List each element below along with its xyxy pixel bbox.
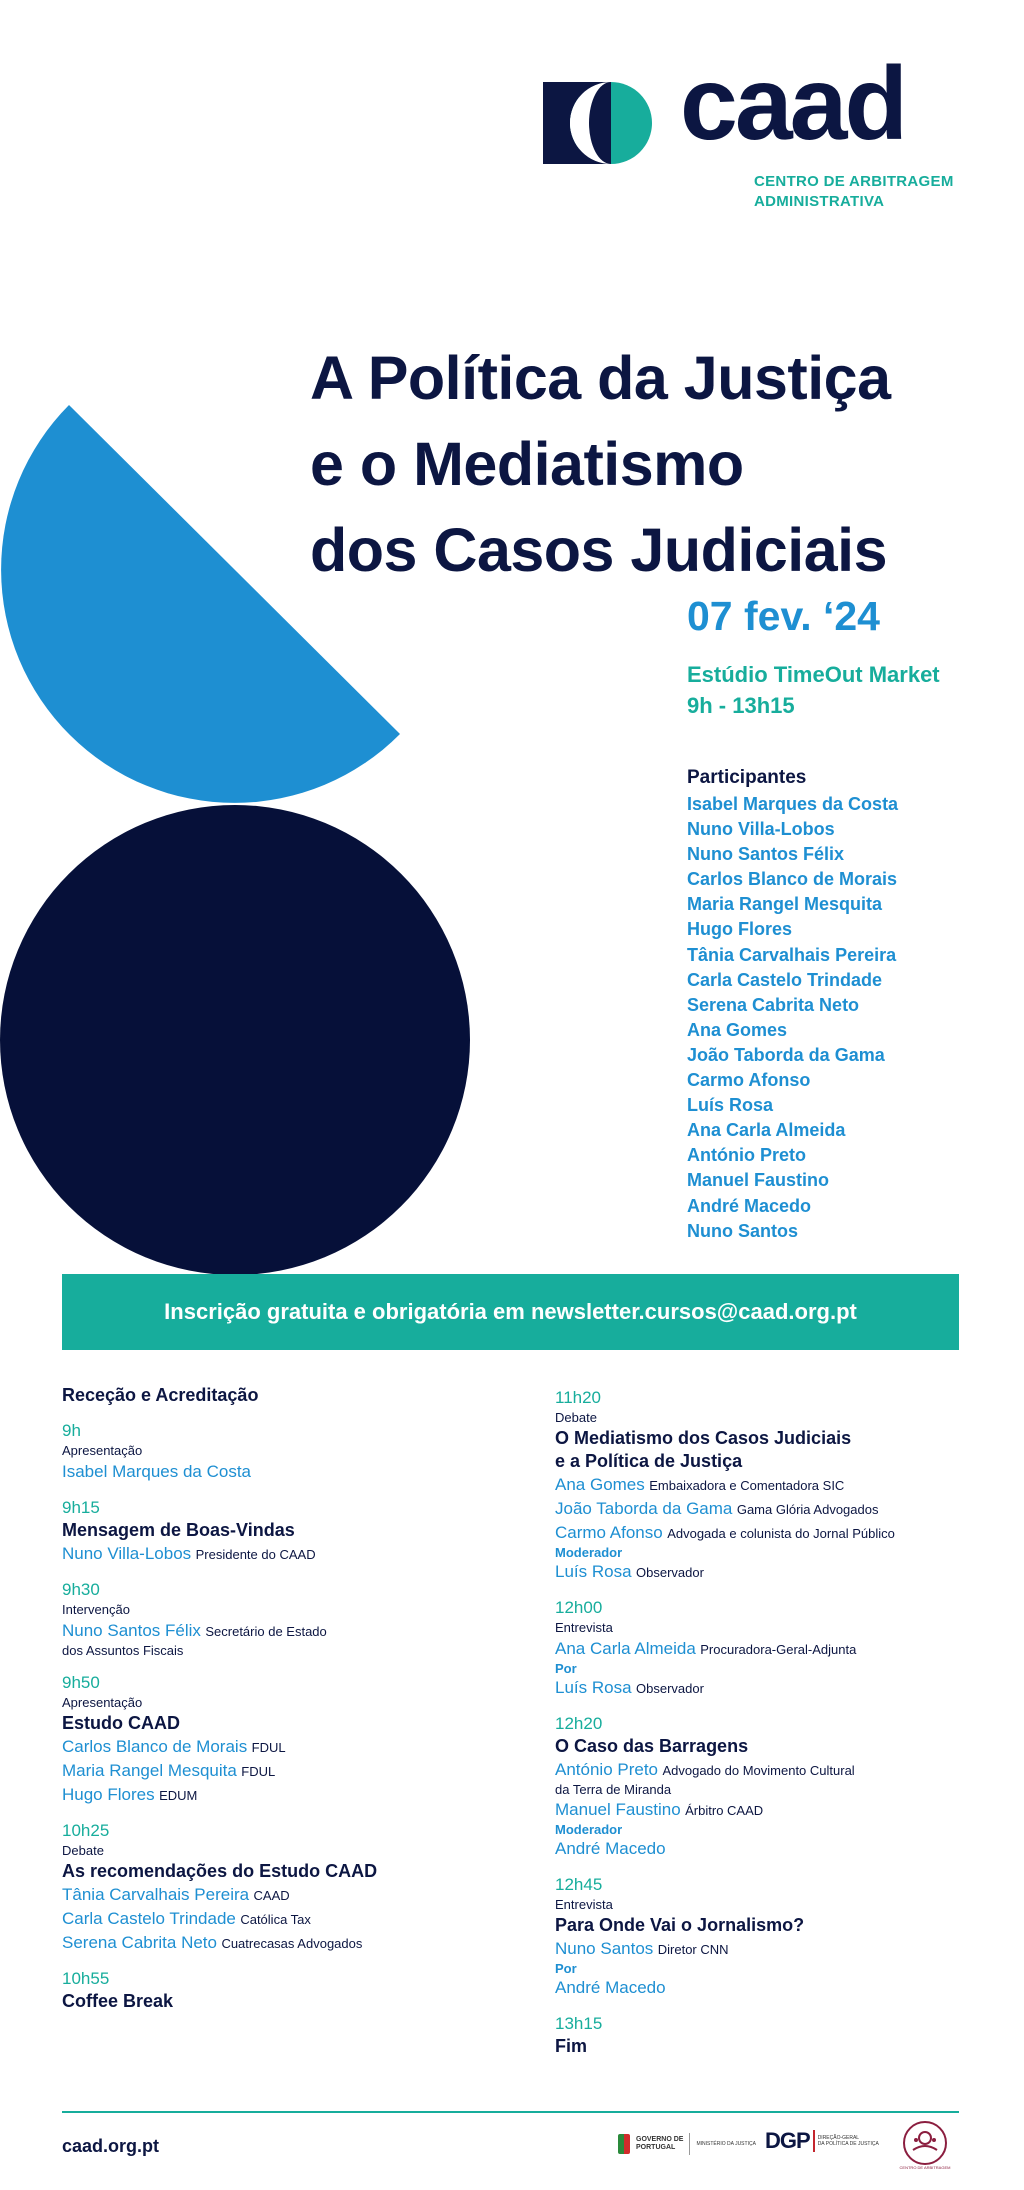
moderator-name: André Macedo [555, 1839, 666, 1858]
program-heading: Coffee Break [62, 1991, 174, 2011]
program-kind: Entrevista [555, 1620, 613, 1635]
program-right-column [555, 1387, 1024, 2071]
interviewer-role: Observador [636, 1681, 704, 1696]
program-kind: Intervenção [62, 1602, 130, 1617]
speaker-role: Advogada e colunista do Jornal Público [667, 1526, 895, 1541]
speaker-role: Árbitro CAAD [685, 1803, 764, 1818]
program-item [62, 1420, 542, 1484]
participant-name: Nuno Villa-Lobos [687, 819, 835, 840]
speaker-role-cont: dos Assuntos Fiscais [62, 1643, 184, 1658]
program-heading: O Caso das Barragens [555, 1736, 749, 1756]
registration-text[interactable]: Inscrição gratuita e obrigatória em newsletter.cursos@caad.org.pt [164, 1299, 857, 1324]
program-item [555, 1387, 1024, 1584]
program-heading: e a Política de Justiça [555, 1451, 743, 1471]
participant-name: Nuno Santos [687, 1220, 798, 1241]
program-item [62, 1968, 542, 2013]
speaker-name: Nuno Santos Félix [62, 1621, 201, 1640]
speaker-role: FDUL [241, 1764, 276, 1779]
participants-heading: Participantes [687, 767, 807, 788]
ministry-text: MINISTÉRIO DA JUSTIÇA [696, 2141, 756, 2147]
program-heading: Para Onde Vai o Jornalismo? [555, 1915, 805, 1935]
program-heading: As recomendações do Estudo CAAD [62, 1861, 378, 1881]
speaker-role: EDUM [159, 1788, 198, 1803]
participant-name: Isabel Marques da Costa [687, 794, 899, 814]
participant-name: Carla Castelo Trindade [687, 969, 883, 990]
program-left-column [62, 1384, 542, 2026]
speaker-name: João Taborda da Gama [555, 1499, 733, 1518]
speaker-role: Embaixadora e Comentadora SIC [649, 1478, 845, 1493]
speaker-name: Ana Carla Almeida [555, 1639, 696, 1658]
speaker-role: Gama Glória Advogados [736, 1502, 879, 1517]
program-time: 9h50 [62, 1673, 100, 1692]
participant-name: Manuel Faustino [687, 1170, 830, 1191]
program-time: 10h55 [62, 1969, 110, 1988]
participant-name: Hugo Flores [687, 919, 793, 940]
participant-name: Serena Cabrita Neto [687, 994, 860, 1015]
program-time: 12h00 [555, 1598, 603, 1617]
portugal-flag-icon [618, 2134, 630, 2154]
participant-name: Luís Rosa [687, 1095, 774, 1116]
program-time: 9h [62, 1421, 81, 1440]
speaker-role: Procuradora-Geral-Adjunta [700, 1642, 857, 1657]
reception-heading: Receção e Acreditação [62, 1385, 259, 1405]
moderator-label: Moderador [555, 1545, 623, 1560]
participant-name: Nuno Santos Félix [687, 844, 845, 865]
participant-name: Carmo Afonso [687, 1070, 811, 1091]
caad-logo-word: caad [680, 46, 906, 162]
program-time: 13h15 [555, 2014, 603, 2033]
event-title: A Política da Justiça e o Mediatismo dos Casos Judiciais [310, 344, 891, 584]
program-time: 9h30 [62, 1580, 100, 1599]
arbitration-seal-icon [902, 2120, 948, 2166]
program-item [62, 1820, 542, 1955]
participant-name: João Taborda da Gama [687, 1044, 885, 1065]
participant-name: André Macedo [687, 1195, 812, 1216]
participant-name: Maria Rangel Mesquita [687, 894, 883, 915]
program-heading: Fim [555, 2036, 588, 2056]
program-item [62, 1497, 542, 1566]
program-item [555, 2013, 1024, 2058]
program-heading: Estudo CAAD [62, 1713, 180, 1733]
interviewer-name: Luís Rosa [555, 1678, 632, 1697]
participant-name: Tânia Carvalhais Pereira [687, 944, 897, 965]
speaker-role-cont: da Terra de Miranda [555, 1782, 672, 1797]
program-kind: Apresentação [62, 1443, 143, 1458]
speaker-role: FDUL [251, 1740, 286, 1755]
speaker-name: Carlos Blanco de Morais [62, 1737, 248, 1756]
program-kind: Debate [62, 1843, 104, 1858]
participant-name: Ana Carla Almeida [687, 1120, 846, 1141]
speaker-name: Serena Cabrita Neto [62, 1933, 217, 1952]
program-kind: Debate [555, 1410, 597, 1425]
speaker-name: Nuno Santos [555, 1939, 654, 1958]
caad-logo-mark [543, 82, 665, 164]
program-time: 12h45 [555, 1875, 603, 1894]
speaker-name: António Preto [555, 1760, 659, 1779]
event-venue: Estúdio TimeOut Market 9h - 13h15 [687, 662, 940, 718]
website-link[interactable]: caad.org.pt [62, 2136, 160, 2156]
program-time: 12h20 [555, 1714, 603, 1733]
program-kind: Entrevista [555, 1897, 613, 1912]
program-item [555, 1713, 1024, 1861]
speaker-name: Isabel Marques da Costa [62, 1462, 251, 1481]
program-time: 11h20 [555, 1388, 602, 1407]
moderator-role: Observador [636, 1565, 704, 1580]
program-item [62, 1579, 542, 1659]
speaker-name: Nuno Villa-Lobos [62, 1544, 192, 1563]
seal-caption: CENTRO DE ARBITRAGEM [899, 2165, 951, 2170]
program-heading: O Mediatismo dos Casos Judiciais [555, 1428, 852, 1448]
caad-subtitle: CENTRO DE ARBITRAGEM ADMINISTRATIVA [754, 173, 954, 210]
speaker-name: Hugo Flores [62, 1785, 155, 1804]
speaker-role: Secretário de Estado [205, 1624, 327, 1639]
speaker-name: Ana Gomes [555, 1475, 645, 1494]
by-label: Por [555, 1661, 577, 1676]
program-item [555, 1597, 1024, 1700]
speaker-role: Advogado do Movimento Cultural [662, 1763, 855, 1778]
program-time: 9h15 [62, 1498, 100, 1517]
moderator-name: Luís Rosa [555, 1562, 632, 1581]
navy-circle [0, 805, 470, 1275]
participant-name: Ana Gomes [687, 1019, 788, 1040]
speaker-role: Diretor CNN [657, 1942, 729, 1957]
speaker-role: Cuatrecasas Advogados [221, 1936, 363, 1951]
participant-name: António Preto [687, 1145, 806, 1166]
speaker-name: Carla Castelo Trindade [62, 1909, 236, 1928]
program-item [62, 1672, 542, 1807]
moderator-label: Moderador [555, 1822, 623, 1837]
speaker-name: Manuel Faustino [555, 1800, 681, 1819]
program-kind: Apresentação [62, 1695, 143, 1710]
speaker-name: Maria Rangel Mesquita [62, 1761, 237, 1780]
by-label: Por [555, 1961, 577, 1976]
speaker-name: Carmo Afonso [555, 1523, 663, 1542]
program-heading: Mensagem de Boas-Vindas [62, 1520, 295, 1540]
program-time: 10h25 [62, 1821, 110, 1840]
governo-portugal-logo: GOVERNO DE PORTUGAL MINISTÉRIO DA JUSTIÇA [618, 2133, 756, 2155]
program-item [555, 1874, 1024, 2000]
dgpj-logo: DGP DIREÇÃO-GERAL DA POLÍTICA DE JUSTIÇA [765, 2128, 879, 2153]
dgp-abbr: DGP [765, 2128, 810, 2153]
speaker-role: CAAD [253, 1888, 290, 1903]
participants-list [687, 792, 898, 1244]
speaker-name: Tânia Carvalhais Pereira [62, 1885, 250, 1904]
speaker-role: Presidente do CAAD [195, 1547, 316, 1562]
speaker-role: Católica Tax [240, 1912, 311, 1927]
event-date: 07 fev. ‘24 [687, 593, 880, 639]
interviewer-name: André Macedo [555, 1978, 666, 1997]
registration-banner[interactable] [62, 1274, 959, 1350]
footer-divider [62, 2111, 959, 2113]
participant-name: Carlos Blanco de Morais [687, 869, 898, 890]
